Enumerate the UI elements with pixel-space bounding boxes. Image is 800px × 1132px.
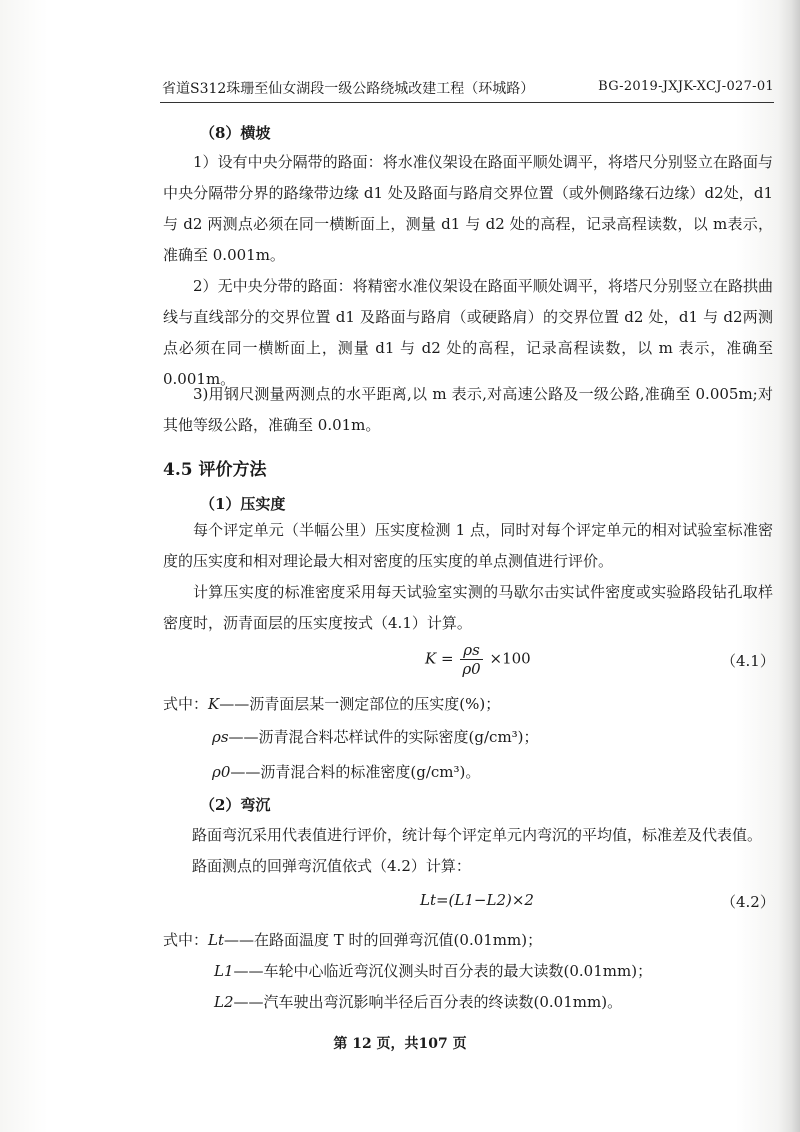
page-edge-shadow <box>778 0 800 1132</box>
equation-number-4-2: （4.2） <box>721 893 775 911</box>
paragraph-steel-tape: 3)用钢尺测量两测点的水平距离,以 m 表示,对高速公路及一级公路,准确至 0.005m;对其他等级公路，准确至 0.01m。 <box>163 385 773 434</box>
header-project-title: 省道S312珠珊至仙女湖段一级公路绕城改建工程（环城路） <box>162 81 535 97</box>
paragraph-compaction-unit: 每个评定单元（半幅公里）压实度检测 1 点，同时对每个评定单元的相对试验室标准密度的压实度和相对理论最大相对密度的压实度的单点测值进行评价。 <box>163 521 773 570</box>
definition-lt <box>163 929 542 950</box>
formula-equals: = <box>441 649 454 668</box>
where-label: 式中： <box>163 695 209 713</box>
header-report-number: BG-2019-JXJK-XCJ-027-01 <box>598 79 774 94</box>
definition-rho-0-text: ——沥青混合料的标准密度(g/cm³)。 <box>230 763 481 781</box>
symbol-l2: L2 <box>214 993 234 1011</box>
definition-rho-0 <box>212 761 480 782</box>
formula-lhs: K <box>425 649 437 668</box>
header-divider <box>160 102 774 103</box>
formula-multiplier: ×100 <box>489 649 531 668</box>
symbol-k: K <box>208 695 220 713</box>
definition-rho-s <box>212 726 539 747</box>
where-label-2: 式中： <box>163 931 209 949</box>
subheading-cross-slope: （8）横坡 <box>200 124 271 142</box>
definition-l1 <box>214 960 652 981</box>
symbol-l1: L1 <box>214 962 234 980</box>
paragraph-no-median-road: 2）无中央分带的路面：将精密水准仪架设在路面平顺处调平，将塔尺分别竖立在路拱曲线与直线部分的交界位置 d1 及路面与路肩（或硬路肩）的交界位置 d2 处，d1 与 d2两测点必须在同一横断面上，测量 d1 与 d2 处的高程，记录高程读数，以 m 表示，准确至0.001m。 <box>163 277 773 388</box>
subheading-deflection: （2）弯沉 <box>200 796 271 814</box>
definition-k-text: ——沥青面层某一测定部位的压实度(%)； <box>219 695 501 713</box>
definition-rho-s-text: ——沥青混合料芯样试件的实际密度(g/cm³)； <box>228 728 539 746</box>
definition-l1-text: ——车轮中心临近弯沉仪测头时百分表的最大读数(0.01mm)； <box>233 962 653 980</box>
symbol-rho-0: ρ0 <box>212 763 231 781</box>
section-heading-4-5: 4.5 评价方法 <box>163 460 267 480</box>
page-header <box>162 78 774 100</box>
subheading-compaction: （1）压实度 <box>200 495 286 513</box>
formula-denominator: ρ0 <box>462 660 481 678</box>
paragraph-compaction-calc: 计算压实度的标准密度采用每天试验室实测的马歇尔击实试件密度或实验路段钻孔取样密度时，沥青面层的压实度按式（4.1）计算。 <box>163 583 773 632</box>
symbol-rho-s: ρs <box>212 728 229 746</box>
formula-fraction <box>460 641 482 678</box>
formula-4-1 <box>425 641 531 678</box>
paragraph-deflection-eval: 路面弯沉采用代表值进行评价，统计每个评定单元内弯沉的平均值，标准差及代表值。 <box>192 826 763 844</box>
equation-number-4-1: （4.1） <box>721 652 775 670</box>
page-number-footer: 第 12 页，共107 页 <box>333 1036 467 1052</box>
symbol-lt: Lt <box>208 931 225 949</box>
formula-numerator: ρs <box>460 641 482 660</box>
paragraph-median-road: 1）设有中央分隔带的路面：将水准仪架设在路面平顺处调平，将塔尺分别竖立在路面与中央分隔带分界的路缘带边缘 d1 处及路面与路肩交界位置（或外侧路缘石边缘）d2处，d1 与 d2 两测点必须在同一横断面上，测量 d1 与 d2 处的高程，记录高程读数，以 m表示，准确至 0.001m。 <box>163 153 773 264</box>
formula-4-2: Lt=(L1−L2)×2 <box>420 891 534 909</box>
definition-l2-text: ——汽车驶出弯沉影响半径后百分表的终读数(0.01mm)。 <box>233 993 623 1011</box>
definition-k <box>163 693 500 714</box>
paragraph-deflection-calc: 路面测点的回弹弯沉值依式（4.2）计算： <box>192 857 471 875</box>
definition-lt-text: ——在路面温度 T 时的回弹弯沉值(0.01mm)； <box>224 931 543 949</box>
definition-l2 <box>214 991 622 1012</box>
